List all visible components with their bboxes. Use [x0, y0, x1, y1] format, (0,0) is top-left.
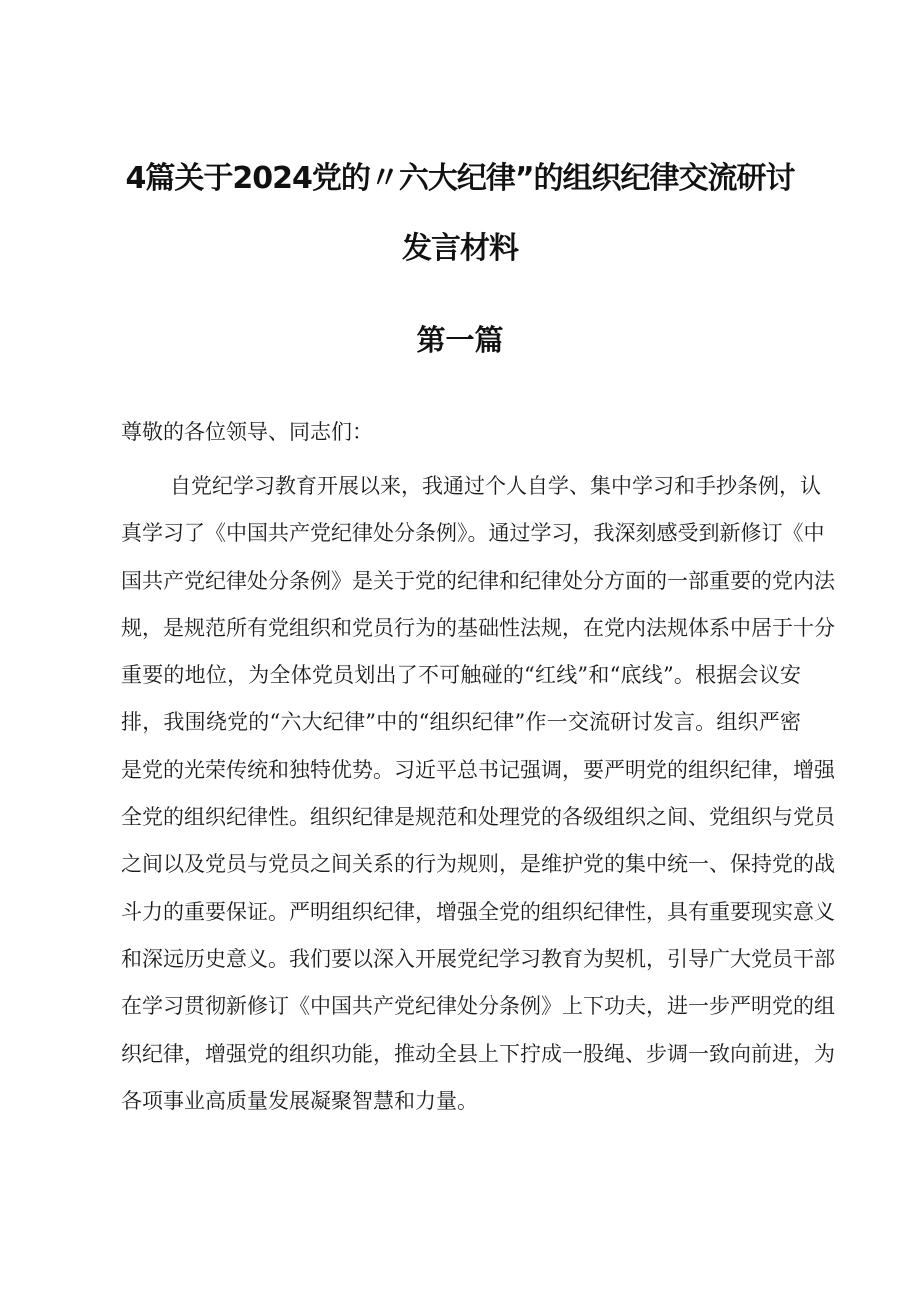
- paragraph-line: 全党的组织纪律性。组织纪律是规范和处理党的各级组织之间、党组织与党员: [121, 805, 835, 830]
- section-heading: 第一篇: [416, 323, 504, 357]
- paragraph-line: 各项事业高质量发展凝聚智慧和力量。: [121, 1088, 478, 1113]
- paragraph-line: 重要的地位，为全体党员划出了不可触碰的“红线”和“底线”。根据会议安: [121, 663, 801, 688]
- body-paragraph: [121, 463, 835, 1125]
- paragraph-line: 在学习贯彻新修订《中国共产党纪律处分条例》上下功夫，进一步严明党的组: [121, 994, 835, 1019]
- paragraph-line: 之间以及党员与党员之间关系的行为规则，是维护党的集中统一、保持党的战: [121, 852, 835, 877]
- salutation: 尊敬的各位领导、同志们：: [121, 420, 373, 444]
- paragraph-line: 国共产党纪律处分条例》是关于党的纪律和纪律处分方面的一部重要的党内法: [121, 568, 835, 593]
- paragraph-line: 斗力的重要保证。严明组织纪律，增强全党的组织纪律性，具有重要现实意义: [121, 899, 835, 924]
- paragraph-line: 织纪律，增强党的组织功能，推动全县上下拧成一股绳、步调一致向前进，为: [121, 1041, 835, 1066]
- paragraph-line: 规，是规范所有党组织和党员行为的基础性法规，在党内法规体系中居于十分: [121, 615, 835, 640]
- paragraph-line: 真学习了《中国共产党纪律处分条例》。通过学习，我深刻感受到新修订《中: [121, 521, 825, 546]
- document-title-line-1: 4篇关于2024党的〃六大纪律”的组织纪律交流研讨: [125, 161, 795, 196]
- paragraph-line: 是党的光荣传统和独特优势。习近平总书记强调，要严明党的组织纪律，增强: [121, 757, 835, 782]
- paragraph-line: 排，我围绕党的“六大纪律”中的“组织纪律”作一交流研讨发言。组织严密: [121, 710, 801, 735]
- paragraph-line: 和深远历史意义。我们要以深入开展党纪学习教育为契机，引导广大党员干部: [121, 946, 835, 971]
- document-title-line-2: 发言材料: [402, 231, 518, 266]
- paragraph-line: 自党纪学习教育开展以来，我通过个人自学、集中学习和手抄条例，认: [170, 474, 821, 498]
